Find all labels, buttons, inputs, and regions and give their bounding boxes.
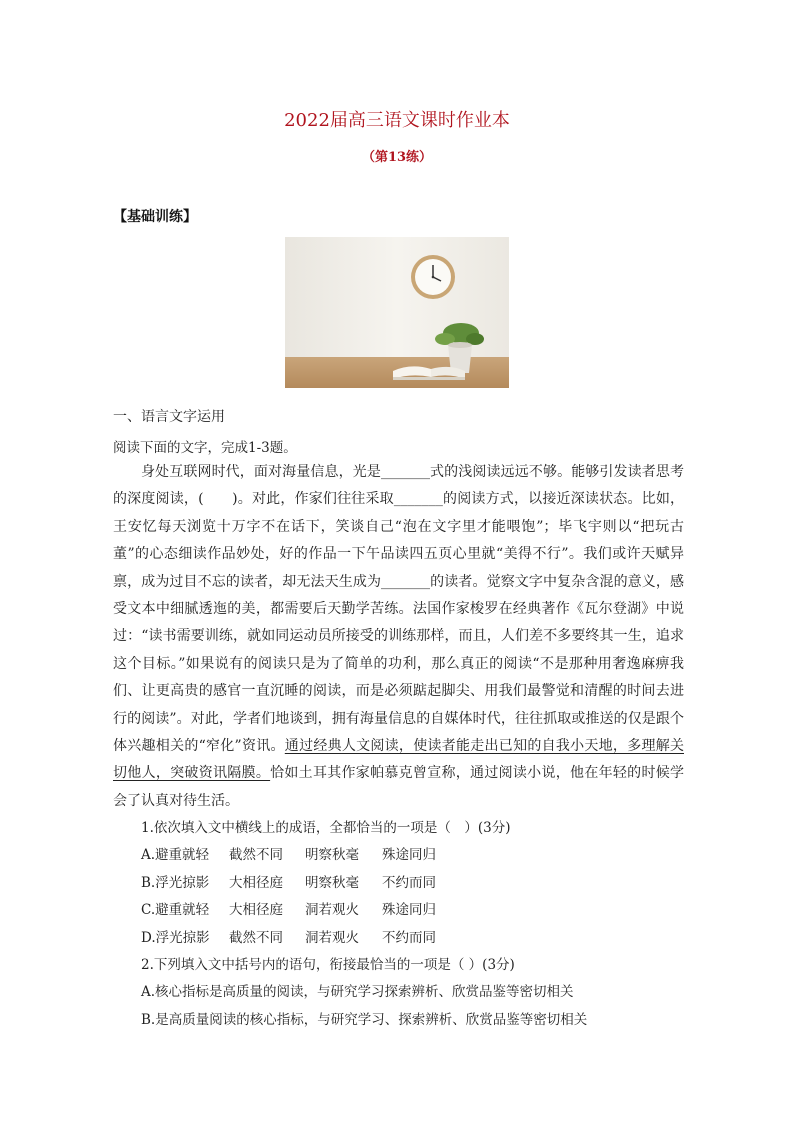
- passage-text-end: 恰如土耳其作家帕慕克曾宣称，通过阅读小说，他在年轻的时候学会了认真对待生活。: [113, 765, 685, 809]
- question-list: [141, 815, 701, 1034]
- page-title: 2022届高三语文课时作业本: [284, 110, 510, 131]
- passage-text: 身处互联网时代，面对海量信息，光是_______式的浅阅读远远不够。能够引发读者思考的深度阅读，( )。对此，作家们往往采取_______的阅读方式，以接近深读状态。比如，王安忆每天浏览十万字不在话下，笑谈自己“泡在文字里才能喂饱”；毕飞宇则以“把玩古董”的心态细读作品妙处，好的作品一下午品读四五页心里就“美得不行”。我们或许天赋异禀，成为过目不忘的读者，却无法天生成为_______的读者。觉察文字中复杂含混的意义，感受文本中细腻透迤的美，都需要后天勤学苦练。法国作家梭罗在经典著作《瓦尔登湖》中说过：“读书需要训练，就如同运动员所接受的训练那样，而且，人们差不多要终其一生，追求这个目标。”如果说有的阅读只是为了简单的功利，那么真正的阅读“不是那种用奢逸麻痹我们、让更高贵的感官一直沉睡的阅读，而是必须踮起脚尖、用我们最警觉和清醒的时间去进行的阅读”。对此，学者们地谈到，拥有海量信息的自媒体时代，往往抓取或推送的仅是跟个体兴趣相关的“窄化”资讯。: [113, 464, 684, 755]
- q1-option-c: C.避重就轻 大相径庭 洞若观火 殊途同归: [141, 902, 436, 919]
- clock-and-plant-photo: [285, 237, 509, 388]
- reading-instruction: 阅读下面的文字，完成1-3题。: [113, 440, 297, 456]
- wall-clock-icon: [411, 255, 455, 299]
- underlined-sentence: 通过经典人文阅读，使读者能走出已知的自我小天地，多理解关切他人，突破资讯隔膜。: [113, 738, 684, 782]
- q1-option-a: A.避重就轻 截然不同 明察秋毫 殊途同归: [141, 847, 436, 864]
- section-tag: 【基础训练】: [113, 209, 197, 225]
- q1-option-b: B.浮光掠影 大相径庭 明察秋毫 不约而同: [141, 874, 436, 891]
- question-1: 1.依次填入文中横线上的成语，全都恰当的一项是（ ）(3分): [141, 820, 511, 836]
- section-heading: 一、语言文字运用: [113, 409, 225, 425]
- page-subtitle: （第13练）: [361, 150, 433, 165]
- open-book-icon: [393, 366, 465, 380]
- q2-option-b: B.是高质量阅读的核心指标，与研究学习、探索辨析、欣赏品鉴等密切相关: [141, 1011, 588, 1028]
- reading-passage: [113, 459, 684, 815]
- q2-option-a: A.核心指标是高质量的阅读，与研究学习探索辨析、欣赏品鉴等密切相关: [141, 984, 574, 1001]
- question-2: 2.下列填入文中括号内的语句，衔接最恰当的一项是（ ）(3分): [141, 957, 515, 974]
- q1-option-d: D.浮光掠影 截然不同 洞若观火 不约而同: [141, 929, 436, 946]
